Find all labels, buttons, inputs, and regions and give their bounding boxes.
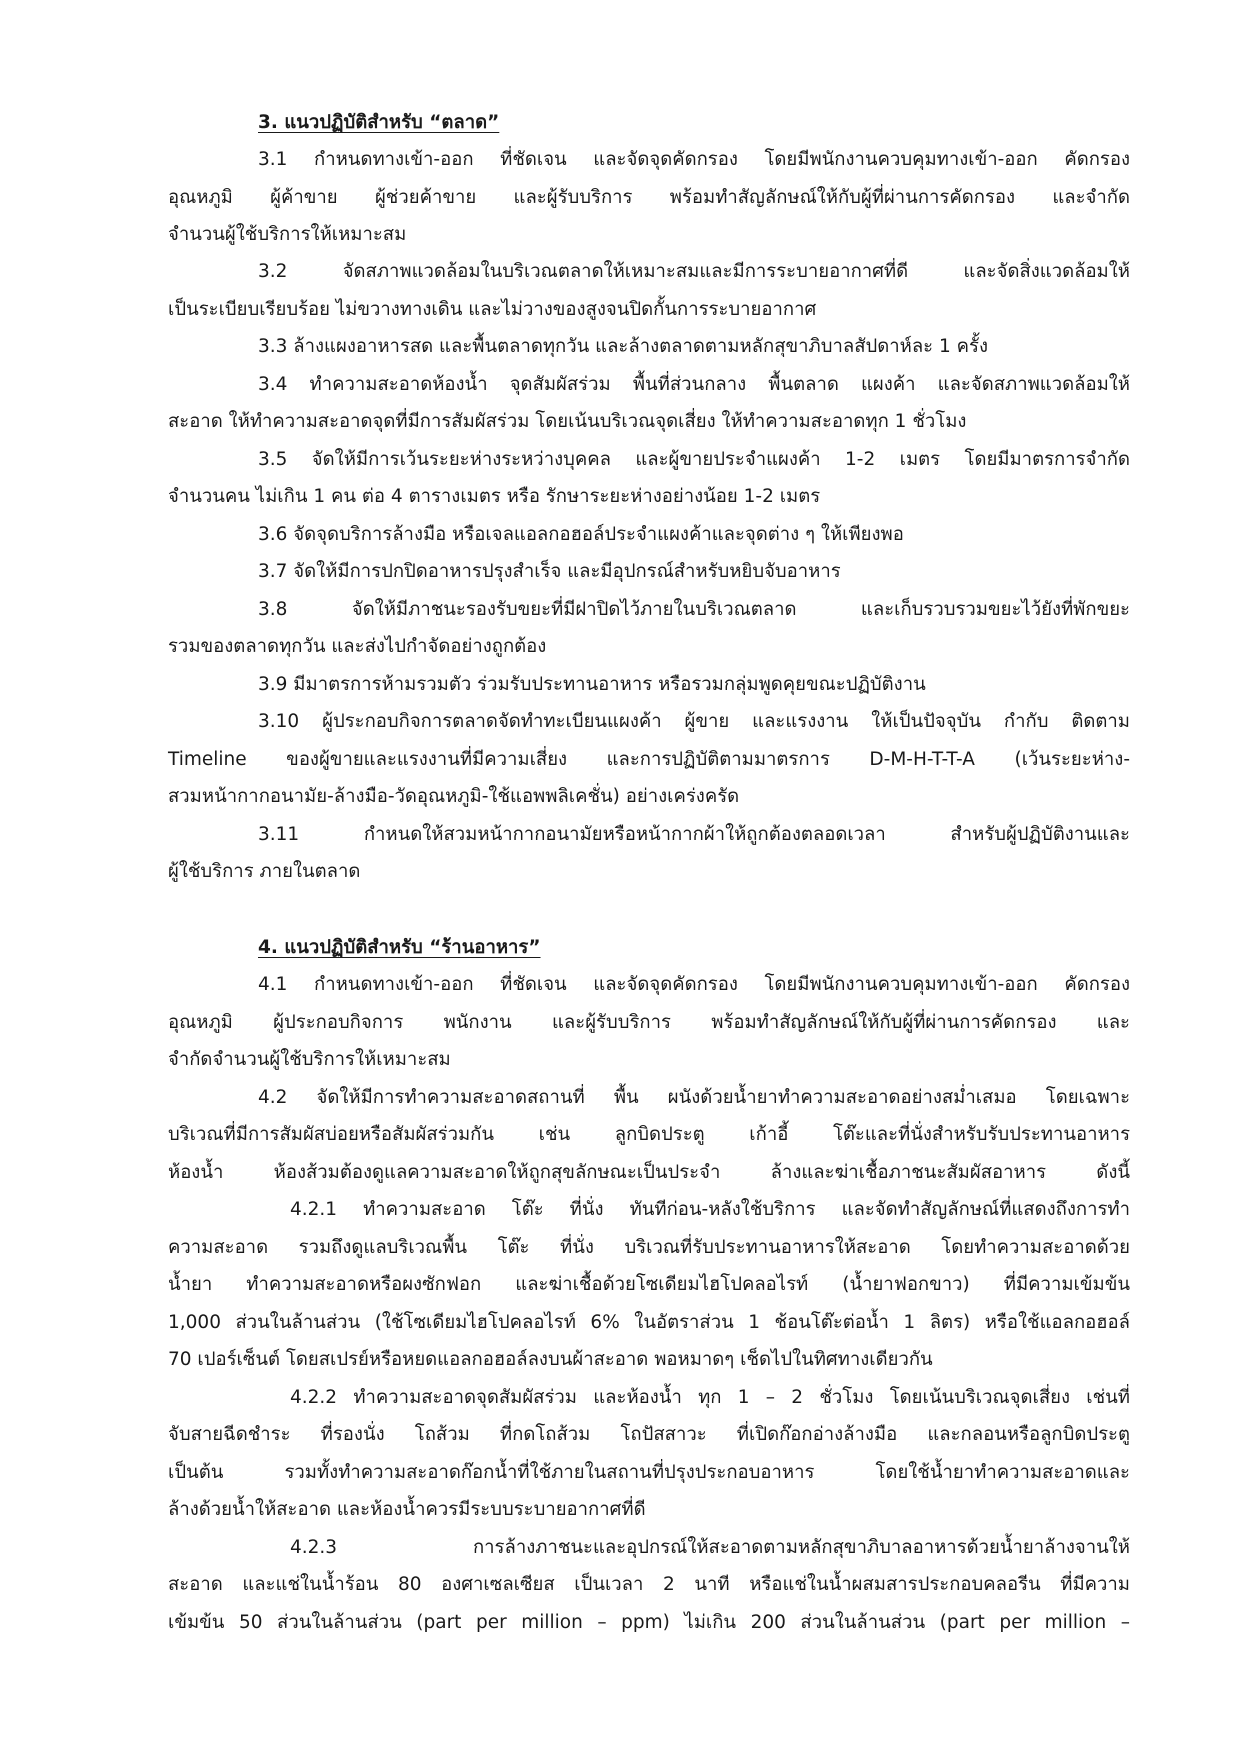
paragraph-line: เป็นต้น รวมทั้งทำความสะอาดก๊อกน้ำที่ใช้ภายในสถานที่ปรุงประกอบอาหาร โดยใช้น้ำยาทำความสะอาดและ <box>168 1462 1130 1483</box>
paragraph-line: จำนวนคน ไม่เกิน 1 คน ต่อ 4 ตารางเมตร หรือ รักษาระยะห่างอย่างน้อย 1-2 เมตร <box>168 486 821 507</box>
paragraph-line: จับสายฉีดชำระ ที่รองนั่ง โถส้วม ที่กดโถส้วม โถปัสสาวะ ที่เปิดก๊อกอ่างล้างมือ และกลอนหรือลูกบิดประตู <box>168 1424 1130 1445</box>
paragraph-line: 3.4 ทำความสะอาดห้องน้ำ จุดสัมผัสร่วม พื้นที่ส่วนกลาง พื้นตลาด แผงค้า และจัดสภาพแวดล้อมให้ <box>258 374 1130 395</box>
paragraph-line: 4.2.3 การล้างภาชนะและอุปกรณ์ให้สะอาดตามหลักสุขาภิบาลอาหารด้วยน้ำยาล้างจานให้ <box>290 1537 1130 1558</box>
paragraph-line: ผู้ใช้บริการ ภายในตลาด <box>168 861 361 882</box>
paragraph-line: 3.11 กำหนดให้สวมหน้ากากอนามัยหรือหน้ากากผ้าให้ถูกต้องตลอดเวลา สำหรับผู้ปฏิบัติงานและ <box>258 824 1130 845</box>
paragraph-line: 3.9 มีมาตรการห้ามรวมตัว ร่วมรับประทานอาหาร หรือรวมกลุ่มพูดคุยขณะปฏิบัติงาน <box>258 674 926 695</box>
paragraph-line: สะอาด และแช่ในน้ำร้อน 80 องศาเซลเซียส เป็นเวลา 2 นาที หรือแช่ในน้ำผสมสารประกอบคลอรีน ที่มีความ <box>168 1574 1130 1595</box>
paragraph-line: 70 เปอร์เซ็นต์ โดยสเปรย์หรือหยดแอลกอฮอล์ลงบนผ้าสะอาด พอหมาดๆ เช็ดไปในทิศทางเดียวกัน <box>168 1349 933 1370</box>
paragraph-line: 3.10 ผู้ประกอบกิจการตลาดจัดทำทะเบียนแผงค้า ผู้ขาย และแรงงาน ให้เป็นปัจจุบัน กำกับ ติดตาม <box>258 711 1130 732</box>
paragraph-line: 3.3 ล้างแผงอาหารสด และพื้นตลาดทุกวัน และล้างตลาดตามหลักสุขาภิบาลสัปดาห์ละ 1 ครั้ง <box>258 336 988 357</box>
paragraph-line: ความสะอาด รวมถึงดูแลบริเวณพื้น โต๊ะ ที่นั่ง บริเวณที่รับประทานอาหารให้สะอาด โดยทำความสะอาดด้วย <box>168 1237 1130 1258</box>
paragraph-line: ห้องน้ำ ห้องส้วมต้องดูแลความสะอาดให้ถูกสุขลักษณะเป็นประจำ ล้างและฆ่าเชื้อภาชนะสัมผัสอาหาร ดังนี้ <box>168 1162 1130 1183</box>
paragraph-line: รวมของตลาดทุกวัน และส่งไปกำจัดอย่างถูกต้อง <box>168 636 547 657</box>
paragraph-line: 3.1 กำหนดทางเข้า-ออก ที่ชัดเจน และจัดจุดคัดกรอง โดยมีพนักงานควบคุมทางเข้า-ออก คัดกรอง <box>258 149 1130 170</box>
paragraph-line: 3.5 จัดให้มีการเว้นระยะห่างระหว่างบุคคล และผู้ขายประจำแผงค้า 1-2 เมตร โดยมีมาตรการจำกัด <box>258 449 1130 470</box>
paragraph-line: เป็นระเบียบเรียบร้อย ไม่ขวางทางเดิน และไม่วางของสูงจนปิดกั้นการระบายอากาศ <box>168 299 817 320</box>
paragraph-line: จำนวนผู้ใช้บริการให้เหมาะสม <box>168 224 407 245</box>
paragraph-line: จำกัดจำนวนผู้ใช้บริการให้เหมาะสม <box>168 1049 451 1070</box>
paragraph-line: น้ำยา ทำความสะอาดหรือผงซักฟอก และฆ่าเชื้อด้วยโซเดียมไฮโปคลอไรท์ (น้ำยาฟอกขาว) ที่มีความเข้มข้น <box>168 1274 1130 1295</box>
paragraph-line: อุณหภูมิ ผู้ค้าขาย ผู้ช่วยค้าขาย และผู้รับบริการ พร้อมทำสัญลักษณ์ให้กับผู้ที่ผ่านการคัดกรอง และจำกัด <box>168 187 1130 208</box>
paragraph-line: เข้มข้น 50 ส่วนในล้านส่วน (part per million – ppm) ไม่เกิน 200 ส่วนในล้านส่วน (part per million – <box>168 1612 1130 1633</box>
paragraph-line: สวมหน้ากากอนามัย-ล้างมือ-วัดอุณหภูมิ-ใช้แอพพลิเคชั่น) อย่างเคร่งครัด <box>168 786 740 807</box>
paragraph-line: 4.1 กำหนดทางเข้า-ออก ที่ชัดเจน และจัดจุดคัดกรอง โดยมีพนักงานควบคุมทางเข้า-ออก คัดกรอง <box>258 974 1130 995</box>
paragraph-line: 3.2 จัดสภาพแวดล้อมในบริเวณตลาดให้เหมาะสมและมีการระบายอากาศที่ดี และจัดสิ่งแวดล้อมให้ <box>258 261 1130 282</box>
paragraph-line: บริเวณที่มีการสัมผัสบ่อยหรือสัมผัสร่วมกัน เช่น ลูกบิดประตู เก้าอี้ โต๊ะและที่นั่งสำหรับรับประทานอาหาร <box>168 1124 1130 1145</box>
paragraph-line: 4.2.2 ทำความสะอาดจุดสัมผัสร่วม และห้องน้ำ ทุก 1 – 2 ชั่วโมง โดยเน้นบริเวณจุดเสี่ยง เช่นที่ <box>290 1387 1130 1408</box>
paragraph-line: 1,000 ส่วนในล้านส่วน (ใช้โซเดียมไฮโปคลอไรท์ 6% ในอัตราส่วน 1 ช้อนโต๊ะต่อน้ำ 1 ลิตร) หรือใช้แอลกอฮอล์ <box>168 1312 1130 1333</box>
section-4-heading: 4. แนวปฏิบัติสำหรับ “ร้านอาหาร” <box>258 937 541 958</box>
paragraph-line: 3.7 จัดให้มีการปกปิดอาหารปรุงสำเร็จ และมีอุปกรณ์สำหรับหยิบจับอาหาร <box>258 561 841 582</box>
section-3-heading: 3. แนวปฏิบัติสำหรับ “ตลาด” <box>258 112 500 133</box>
paragraph-line: อุณหภูมิ ผู้ประกอบกิจการ พนักงาน และผู้รับบริการ พร้อมทำสัญลักษณ์ให้กับผู้ที่ผ่านการคัดกรอง และ <box>168 1012 1130 1033</box>
paragraph-line: 4.2.1 ทำความสะอาด โต๊ะ ที่นั่ง ทันทีก่อน-หลังใช้บริการ และจัดทำสัญลักษณ์ที่แสดงถึงการทำ <box>290 1199 1130 1220</box>
paragraph-line: ล้างด้วยน้ำให้สะอาด และห้องน้ำควรมีระบบระบายอากาศที่ดี <box>168 1499 646 1520</box>
paragraph-line: 3.6 จัดจุดบริการล้างมือ หรือเจลแอลกอฮอล์ประจำแผงค้าและจุดต่าง ๆ ให้เพียงพอ <box>258 524 904 545</box>
paragraph-line: Timeline ของผู้ขายและแรงงานที่มีความเสี่ยง และการปฏิบัติตามมาตรการ D-M-H-T-T-A (เว้นระยะห่าง- <box>168 749 1130 770</box>
paragraph-line: 4.2 จัดให้มีการทำความสะอาดสถานที่ พื้น ผนังด้วยน้ำยาทำความสะอาดอย่างสม่ำเสมอ โดยเฉพาะ <box>258 1087 1130 1108</box>
paragraph-line: 3.8 จัดให้มีภาชนะรองรับขยะที่มีฝาปิดไว้ภายในบริเวณตลาด และเก็บรวบรวมขยะไว้ยังที่พักขยะ <box>258 599 1130 620</box>
paragraph-line: สะอาด ให้ทำความสะอาดจุดที่มีการสัมผัสร่วม โดยเน้นบริเวณจุดเสี่ยง ให้ทำความสะอาดทุก 1 ชั่วโมง <box>168 411 967 432</box>
